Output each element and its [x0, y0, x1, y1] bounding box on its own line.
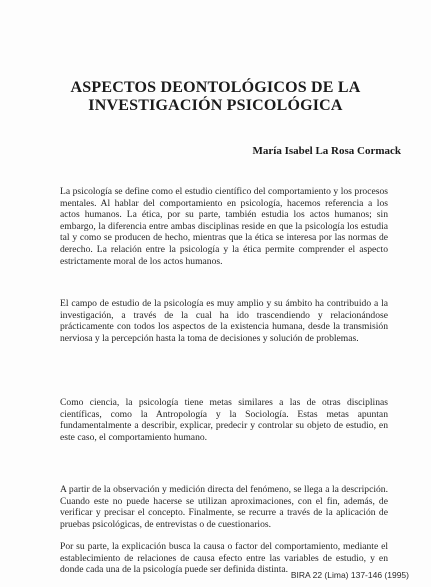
article-title-line-2: INVESTIGACIÓN PSICOLÓGICA: [88, 97, 343, 114]
body-paragraph-3: Como ciencia, la psicología tiene metas similares a las de otras disciplinas científicas, como la Antropología y la Sociología. Estas metas apuntan fundamentalmente a describir, explicar, predecir y controlar su objeto de estudio, en este caso, el comportamiento humano.: [60, 397, 388, 443]
body-paragraph-4: A partir de la observación y medición directa del fenómeno, se llega a la descripción. Cuando este no puede hacerse se utilizan aproximaciones, con el fin, además, de verificar y precisar el concepto. Finalmente, se recurre a través de la aplicación de pruebas psicológicas, de entrevistas o de cuestionarios.: [60, 484, 388, 530]
body-paragraph-1: La psicología se define como el estudio científico del comportamiento y los procesos mentales. Al hablar del comportamiento en psicología, hacemos referencia a los actos humanos. La ética, por su parte, también estudia los actos humanos; sin embargo, la diferencia entre ambas disciplinas reside en que la psicología los estudia tal y como se producen de hecho, mientras que la ética se interesa por las normas de derecho. La relación entre la psicología y la ética permite comprender el aspecto estrictamente moral de los actos humanos.: [60, 186, 388, 267]
page-footer-citation: BIRA 22 (Lima) 137-146 (1995): [290, 570, 409, 580]
body-paragraph-2: El campo de estudio de la psicología es muy amplio y su ámbito ha contribuido a la investigación, a través de la cual ha ido trascendiendo y relacionándose prácticamente con todos los aspectos de la existencia humana, desde la transmisión nerviosa y la percepción hasta la toma de decisiones y solución de problemas.: [60, 298, 388, 344]
article-title-line-1: ASPECTOS DEONTOLÓGICOS DE LA: [70, 79, 361, 96]
body-paragraph-5: Por su parte, la explicación busca la causa o factor del comportamiento, mediante el establecimiento de relaciones de causa efecto entre las variables de estudio, y en donde cada una de la psicología puede ser definida distinta.: [60, 541, 388, 576]
author-name: María Isabel La Rosa Cormack: [252, 145, 401, 157]
